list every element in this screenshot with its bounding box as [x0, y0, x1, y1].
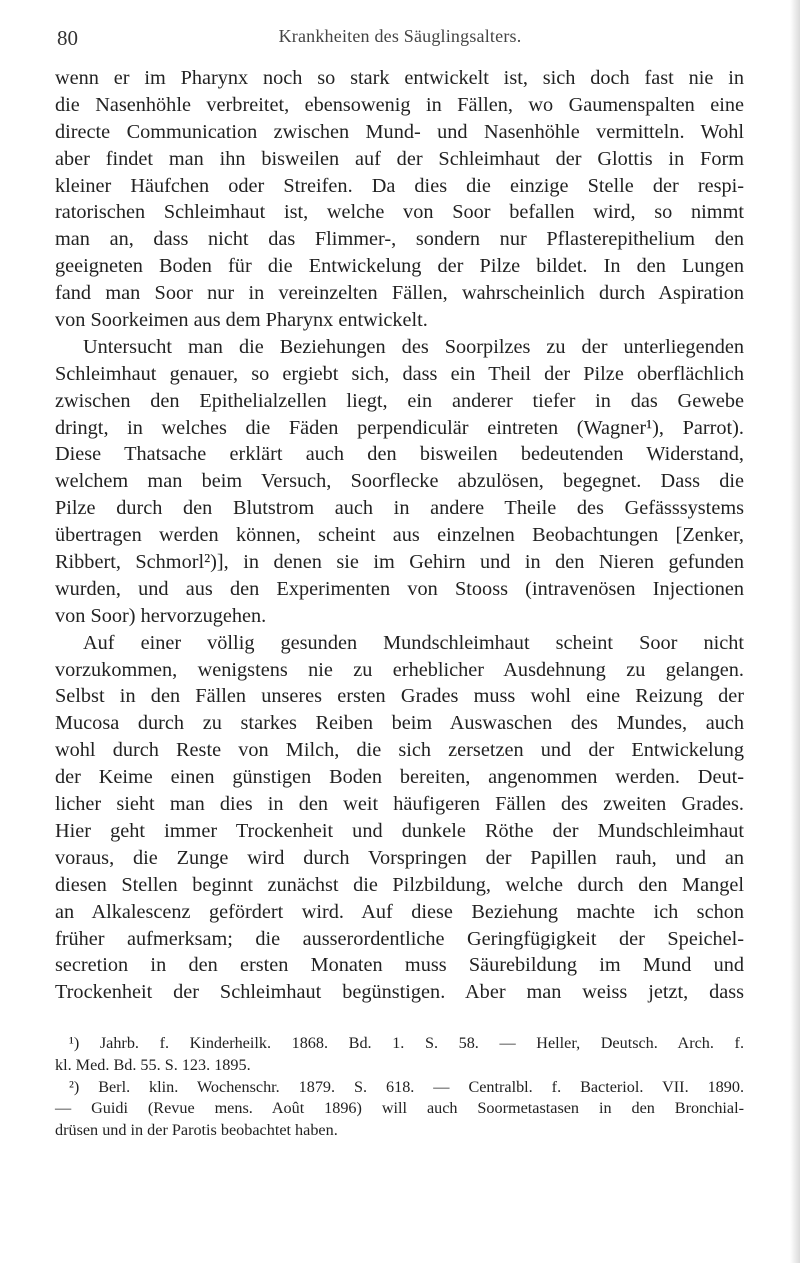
- body-text: [55, 65, 744, 1006]
- text-line: vorzukommen, wenigstens nie zu erheblicher Ausdehnung zu gelangen.: [55, 658, 744, 681]
- text-line: Selbst in den Fällen unseres ersten Grades muss wohl eine Reizung der: [55, 685, 744, 708]
- text-line: welchem man beim Versuch, Soorflecke abzulösen, begegnet. Dass die: [55, 470, 744, 493]
- text-line: von Soorkeimen aus dem Pharynx entwickelt.: [55, 309, 428, 332]
- footnote-line: kl. Med. Bd. 55. S. 123. 1895.: [55, 1055, 251, 1074]
- text-line: wohl durch Reste von Milch, die sich zersetzen und der Entwickelung: [55, 739, 744, 762]
- footnote-line: ²) Berl. klin. Wochenschr. 1879. S. 618. — Centralbl. f. Bacteriol. VII. 1890.: [69, 1077, 744, 1096]
- text-line: kleiner Häufchen oder Streifen. Da dies die einzige Stelle der respi-: [55, 174, 744, 197]
- text-line: Untersucht man die Beziehungen des Soorpilzes zu der unterliegenden: [83, 335, 744, 358]
- text-line: die Nasenhöhle verbreitet, ebensowenig in Fällen, wo Gaumenspalten eine: [55, 93, 744, 116]
- footnote-line: — Guidi (Revue mens. Août 1896) will auch Soormetastasen in den Bronchial-: [55, 1099, 744, 1118]
- text-line: von Soor) hervorzugehen.: [55, 604, 267, 627]
- footnotes: [55, 1033, 744, 1142]
- text-line: der Keime einen günstigen Boden bereiten, angenommen werden. Deut-: [55, 766, 744, 789]
- text-line: secretion in den ersten Monaten muss Säurebildung im Mund und: [55, 954, 744, 977]
- text-line: Schleimhaut genauer, so ergiebt sich, dass ein Theil der Pilze oberflächlich: [55, 362, 744, 385]
- text-line: Trockenheit der Schleimhaut begünstigen. Aber man weiss jetzt, dass: [55, 981, 744, 1004]
- page-number: 80: [57, 26, 78, 50]
- page-header: [55, 26, 745, 56]
- text-line: directe Communication zwischen Mund- und Nasenhöhle vermitteln. Wohl: [55, 120, 744, 143]
- text-line: dringt, in welches die Fäden perpendiculär eintreten (Wagner¹), Parrot).: [55, 416, 744, 439]
- text-line: wurden, und aus den Experimenten von Stooss (intravenösen Injectionen: [55, 577, 744, 600]
- text-line: Diese Thatsache erklärt auch den bisweilen bedeutenden Widerstand,: [55, 443, 744, 466]
- text-line: licher sieht man dies in den weit häufigeren Fällen des zweiten Grades.: [55, 793, 744, 816]
- text-line: geeigneten Boden für die Entwickelung der Pilze bildet. In den Lungen: [55, 255, 744, 278]
- page-edge-shadow: [790, 0, 800, 1263]
- text-line: ratorischen Schleimhaut ist, welche von Soor befallen wird, so nimmt: [55, 201, 744, 224]
- text-line: Mucosa durch zu starkes Reiben beim Auswaschen des Mundes, auch: [55, 712, 744, 735]
- text-line: wenn er im Pharynx noch so stark entwickelt ist, sich doch fast nie in: [55, 67, 744, 89]
- text-line: an Alkalescenz gefördert wird. Auf diese Beziehung machte ich schon: [55, 900, 744, 923]
- footnote-line: ¹) Jahrb. f. Kinderheilk. 1868. Bd. 1. S. 58. — Heller, Deutsch. Arch. f.: [69, 1034, 744, 1052]
- text-line: Ribbert, Schmorl²)], in denen sie im Gehirn und in den Nieren gefunden: [55, 551, 744, 574]
- text-line: aber findet man ihn bisweilen auf der Schleimhaut der Glottis in Form: [55, 147, 744, 170]
- text-line: diesen Stellen beginnt zunächst die Pilzbildung, welche durch den Mangel: [55, 873, 744, 896]
- text-line: Hier geht immer Trockenheit und dunkele Röthe der Mundschleimhaut: [55, 819, 744, 842]
- text-line: zwischen den Epithelialzellen liegt, ein anderer tiefer in das Gewebe: [55, 389, 744, 412]
- text-line: fand man Soor nur in vereinzelten Fällen, wahrscheinlich durch Aspiration: [55, 282, 744, 305]
- running-head: Krankheiten des Säuglingsalters.: [278, 26, 522, 46]
- text-line: früher aufmerksam; die ausserordentliche Geringfügigkeit der Speichel-: [55, 927, 744, 950]
- text-line: Auf einer völlig gesunden Mundschleimhaut scheint Soor nicht: [83, 631, 744, 654]
- text-line: übertragen werden können, scheint aus einzelnen Beobachtungen [Zenker,: [55, 524, 744, 547]
- text-line: Pilze durch den Blutstrom auch in andere Theile des Gefässsystems: [55, 497, 744, 520]
- footnote-line: drüsen und in der Parotis beobachtet haben.: [55, 1121, 338, 1140]
- text-line: man an, dass nicht das Flimmer-, sondern nur Pflasterepithelium den: [55, 228, 744, 251]
- text-line: voraus, die Zunge wird durch Vorspringen der Papillen rauh, und an: [55, 846, 744, 869]
